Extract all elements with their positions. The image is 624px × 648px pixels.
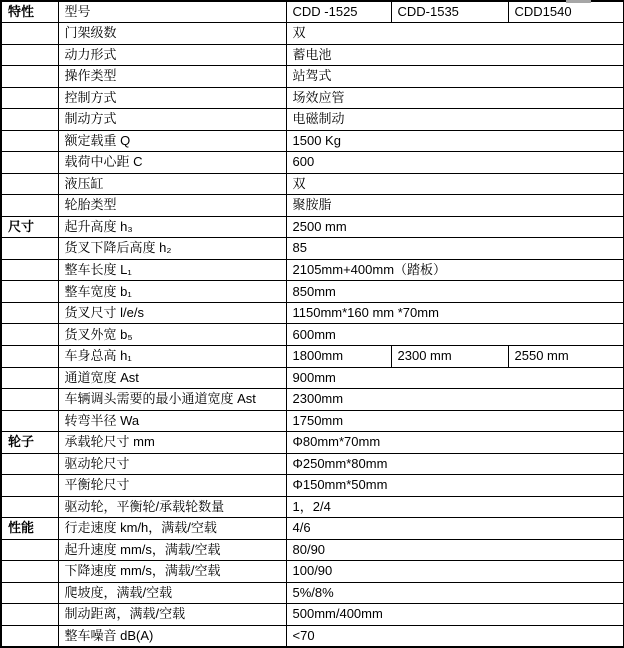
spec-label: 型号 [58,1,286,23]
section-label: 尺寸 [1,216,58,238]
spec-label: 驱动轮，平衡轮/承载轮数量 [58,496,286,518]
table-row [1,152,624,174]
spec-label: 货叉外宽 b₅ [58,324,286,346]
spec-value: 2300 mm [391,346,508,368]
section-label [1,259,58,281]
spec-value: 500mm/400mm [286,604,624,626]
section-label [1,173,58,195]
table-row [1,302,624,324]
section-label [1,44,58,66]
spec-label: 承载轮尺寸 mm [58,432,286,454]
section-label: 轮子 [1,432,58,454]
spec-label: 下降速度 mm/s，满载/空载 [58,561,286,583]
table-row [1,346,624,368]
section-label [1,238,58,260]
table-row [1,453,624,475]
table-row [1,44,624,66]
section-label [1,367,58,389]
spec-value: 电磁制动 [286,109,624,131]
table-row [1,238,624,260]
spec-label: 驱动轮尺寸 [58,453,286,475]
table-row [1,23,624,45]
spec-value: 1800mm [286,346,391,368]
table-row [1,367,624,389]
table-row [1,109,624,131]
table-row [1,539,624,561]
spec-value: 85 [286,238,624,260]
table-row [1,259,624,281]
section-label [1,23,58,45]
spec-label: 制动方式 [58,109,286,131]
spec-label: 货叉尺寸 l/e/s [58,302,286,324]
table-row [1,1,624,23]
spec-value: 80/90 [286,539,624,561]
section-label [1,389,58,411]
section-label [1,66,58,88]
spec-label: 转弯半径 Wa [58,410,286,432]
spec-value: 场效应管 [286,87,624,109]
section-label [1,109,58,131]
spec-label: 行走速度 km/h，满载/空载 [58,518,286,540]
section-label: 性能 [1,518,58,540]
section-label [1,475,58,497]
spec-value: Φ250mm*80mm [286,453,624,475]
section-label [1,453,58,475]
section-label [1,302,58,324]
spec-value: 4/6 [286,518,624,540]
section-label [1,410,58,432]
spec-label: 起升高度 h₃ [58,216,286,238]
section-label [1,496,58,518]
spec-label: 整车宽度 b₁ [58,281,286,303]
spec-label: 制动距离，满载/空载 [58,604,286,626]
spec-label: 轮胎类型 [58,195,286,217]
spec-value: 2105mm+400mm（踏板） [286,259,624,281]
table-row [1,625,624,647]
spec-value: CDD -1525 [286,1,391,23]
spec-label: 爬坡度，满载/空载 [58,582,286,604]
spec-label: 车身总高 h₁ [58,346,286,368]
spec-value: 双 [286,23,624,45]
table-row [1,87,624,109]
table-row [1,475,624,497]
table-row [1,561,624,583]
table-row [1,389,624,411]
spec-value: 600mm [286,324,624,346]
table-row [1,432,624,454]
spec-label: 起升速度 mm/s，满载/空载 [58,539,286,561]
spec-label: 货叉下降后高度 h₂ [58,238,286,260]
table-row [1,216,624,238]
section-label [1,604,58,626]
spec-label: 液压缸 [58,173,286,195]
table-row [1,324,624,346]
spec-value: Φ150mm*50mm [286,475,624,497]
spec-value: 1，2/4 [286,496,624,518]
spec-value: 100/90 [286,561,624,583]
spec-label: 平衡轮尺寸 [58,475,286,497]
section-label [1,87,58,109]
window-edge-artifact [566,0,591,3]
spec-value: 2300mm [286,389,624,411]
table-row [1,130,624,152]
spec-value: 2500 mm [286,216,624,238]
spec-value: CDD-1535 [391,1,508,23]
spec-label: 整车长度 L₁ [58,259,286,281]
spec-value: 5%/8% [286,582,624,604]
spec-value: 站驾式 [286,66,624,88]
table-row [1,173,624,195]
table-row [1,281,624,303]
table-row [1,496,624,518]
spec-label: 载荷中心距 C [58,152,286,174]
spec-value: 聚胺脂 [286,195,624,217]
spec-label: 整车噪音 dB(A) [58,625,286,647]
spec-value: 双 [286,173,624,195]
spec-label: 额定载重 Q [58,130,286,152]
spec-value: CDD1540 [508,1,624,23]
spec-label: 车辆调头需要的最小通道宽度 Ast [58,389,286,411]
spec-value: <70 [286,625,624,647]
spec-label: 门架级数 [58,23,286,45]
table-row [1,66,624,88]
spec-table-body [1,1,624,647]
section-label [1,324,58,346]
section-label [1,281,58,303]
spec-value: 2550 mm [508,346,624,368]
table-row [1,518,624,540]
section-label [1,346,58,368]
spec-value: 1500 Kg [286,130,624,152]
section-label [1,195,58,217]
table-row [1,582,624,604]
spec-value: Φ80mm*70mm [286,432,624,454]
table-row [1,604,624,626]
spec-label: 通道宽度 Ast [58,367,286,389]
table-row [1,195,624,217]
section-label [1,539,58,561]
section-label [1,130,58,152]
section-label: 特性 [1,1,58,23]
section-label [1,582,58,604]
spec-value: 850mm [286,281,624,303]
spec-value: 600 [286,152,624,174]
spec-label: 动力形式 [58,44,286,66]
spec-value: 900mm [286,367,624,389]
section-label [1,625,58,647]
table-row [1,410,624,432]
section-label [1,561,58,583]
spec-value: 1750mm [286,410,624,432]
section-label [1,152,58,174]
spec-label: 操作类型 [58,66,286,88]
spec-value: 蓄电池 [286,44,624,66]
spec-label: 控制方式 [58,87,286,109]
spec-value: 1150mm*160 mm *70mm [286,302,624,324]
